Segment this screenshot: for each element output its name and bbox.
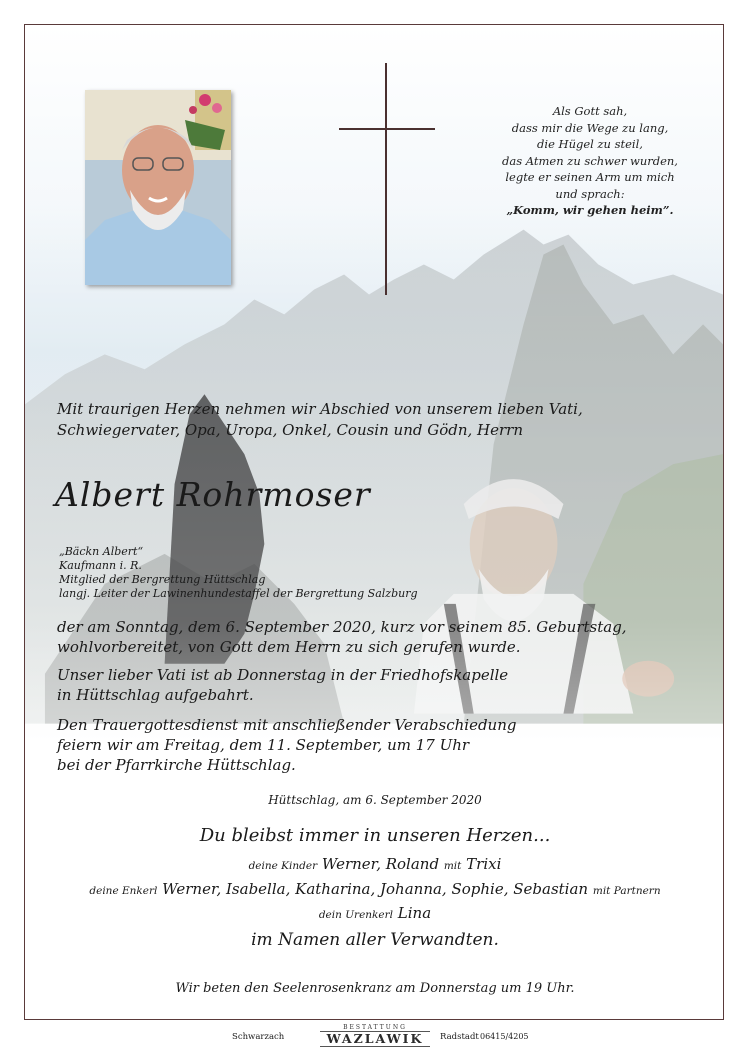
- laid-out-paragraph: [57, 665, 697, 705]
- paragraph-line: bei der Pfarrkirche Hüttschlag.: [57, 756, 296, 774]
- mourners-great-grandchild: [25, 904, 724, 922]
- mourners-grandchildren: [25, 880, 724, 898]
- kids-names: Werner, Roland: [321, 855, 440, 873]
- funeral-home-footer: [0, 1022, 750, 1060]
- rosary-notice: Wir beten den Seelenrosenkranz am Donnerstag um 19 Uhr.: [175, 981, 575, 996]
- mourners-relatives: im Namen aller Verwandten.: [251, 930, 499, 950]
- urenkel-name: Lina: [397, 904, 432, 922]
- logo-top-text: BESTATTUNG: [343, 1024, 407, 1031]
- obituary-frame: [24, 24, 724, 1020]
- footer-location-left: Schwarzach: [232, 1032, 285, 1042]
- service-paragraph: [57, 715, 697, 775]
- urenkel-prefix: dein Urenkerl: [318, 909, 394, 921]
- intro-line: Schwiegervater, Opa, Uropa, Onkel, Cousin und Gödn, Herrn: [57, 421, 523, 439]
- footer-location-right: Radstadt: [440, 1032, 479, 1042]
- poem-line: dass mir die Wege zu lang,: [511, 120, 669, 135]
- poem-line: Als Gott sah,: [552, 104, 628, 118]
- title-line: langj. Leiter der Lawinenhundestaffel der Bergrettung Salzburg: [59, 587, 418, 600]
- enkel-suffix: mit Partnern: [592, 885, 661, 897]
- paragraph-line: wohlvorbereitet, von Gott dem Herrn zu sich gerufen wurde.: [57, 638, 521, 656]
- enkel-names: Werner, Isabella, Katharina, Johanna, Sophie, Sebastian: [162, 880, 589, 898]
- paragraph-line: der am Sonntag, dem 6. September 2020, kurz vor seinem 85. Geburtstag,: [57, 618, 627, 636]
- title-line: Mitglied der Bergrettung Hüttschlag: [59, 573, 266, 586]
- place-date: Hüttschlag, am 6. September 2020: [268, 793, 482, 807]
- intro-line: Mit traurigen Herzen nehmen wir Abschied von unserem lieben Vati,: [57, 400, 583, 418]
- poem-line: das Atmen zu schwer wurden,: [502, 153, 678, 168]
- death-paragraph: [57, 617, 697, 657]
- deceased-titles: [59, 545, 418, 601]
- poem-quote: „Komm, wir gehen heim”.: [506, 203, 674, 217]
- poem-line: die Hügel zu steil,: [537, 137, 643, 151]
- mourners-children: [25, 855, 724, 873]
- kids-prefix: deine Kinder: [248, 860, 318, 872]
- funeral-home-logo: [320, 1024, 430, 1047]
- deceased-name: Albert Rohrmoser: [55, 475, 371, 514]
- paragraph-line: Den Trauergottesdienst mit anschließender Verabschiedung: [57, 716, 517, 734]
- poem-line: legte er seinen Arm um mich: [505, 170, 675, 184]
- paragraph-line: in Hüttschlag aufgebahrt.: [57, 686, 254, 704]
- cross-icon: [339, 63, 435, 295]
- title-line: „Bäckn Albert“: [59, 545, 144, 558]
- kids-partner: Trixi: [466, 855, 502, 873]
- memorial-poem: [475, 103, 705, 219]
- poem-line: und sprach:: [555, 186, 625, 201]
- intro-text: [57, 399, 697, 441]
- paragraph-line: feiern wir am Freitag, dem 11. September, um 17 Uhr: [57, 736, 470, 754]
- motto: Du bleibst immer in unseren Herzen...: [199, 825, 551, 846]
- enkel-prefix: deine Enkerl: [89, 885, 158, 897]
- kids-mit: mit: [443, 860, 462, 872]
- deceased-portrait-photo: [85, 90, 231, 285]
- logo-brand-text: WAZLAWIK: [320, 1031, 430, 1047]
- paragraph-line: Unser lieber Vati ist ab Donnerstag in der Friedhofskapelle: [57, 666, 509, 684]
- footer-phone: 06415/4205: [480, 1032, 529, 1041]
- title-line: Kaufmann i. R.: [59, 559, 142, 572]
